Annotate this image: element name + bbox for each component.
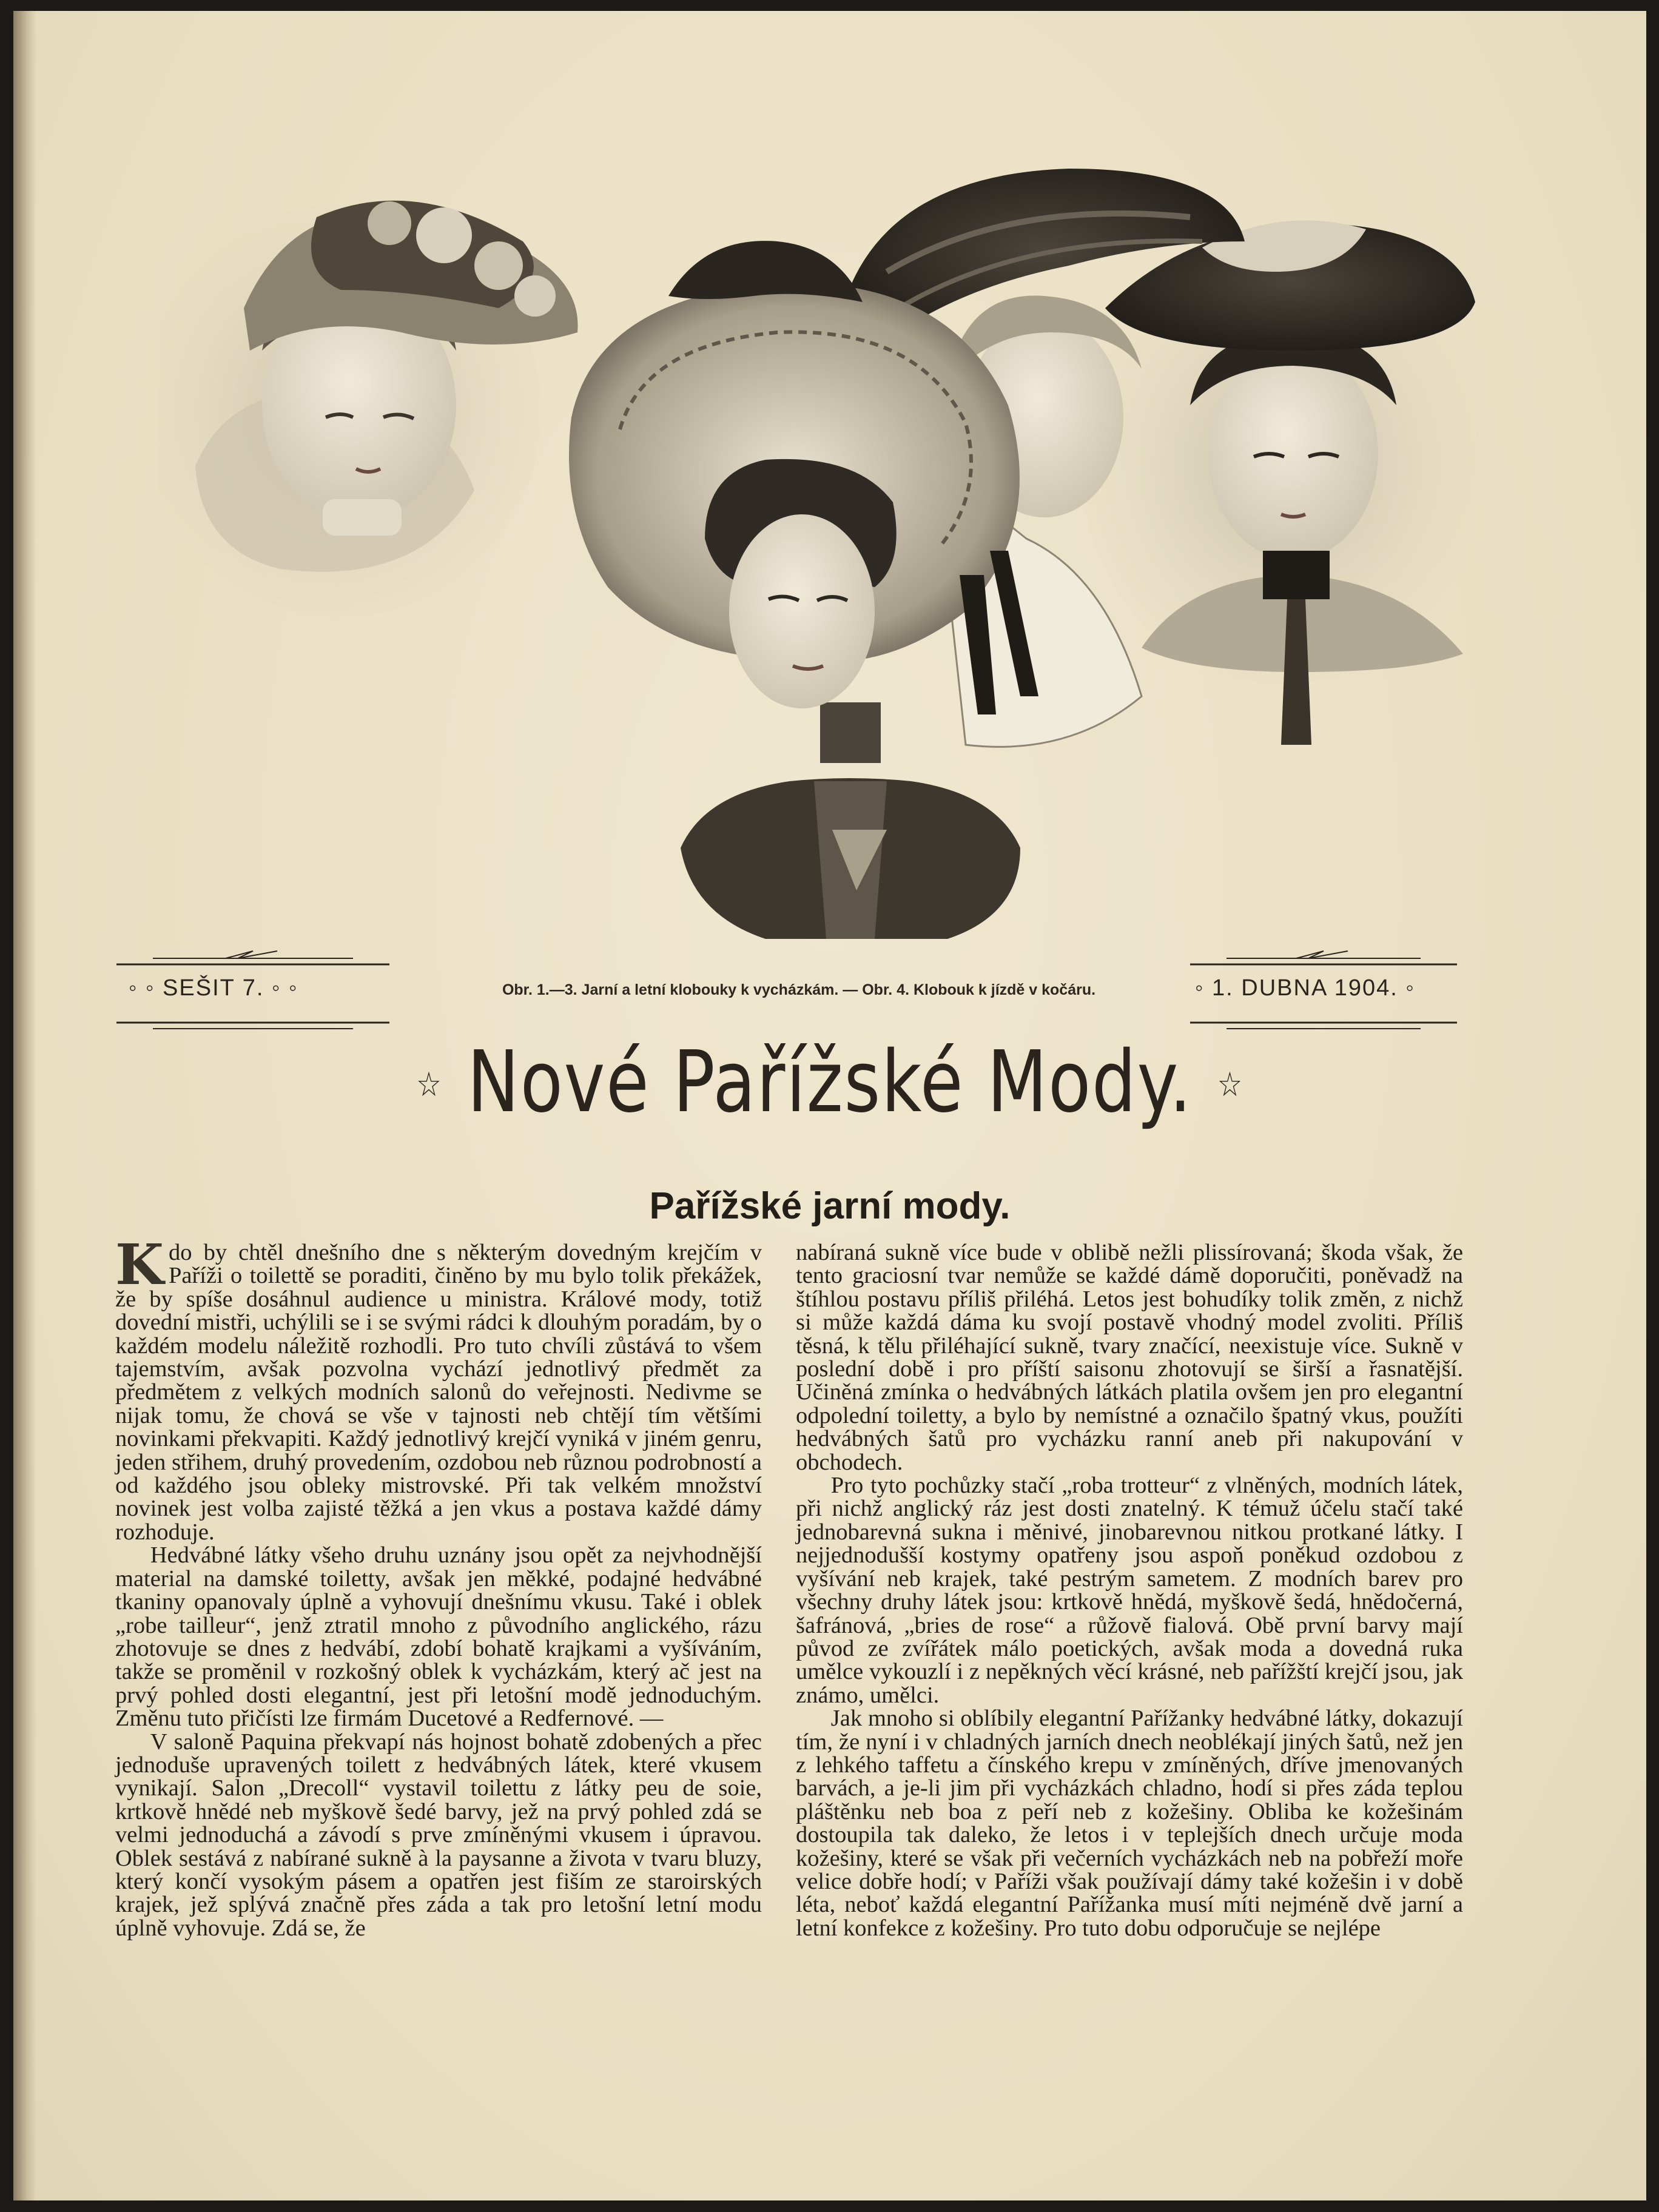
drop-cap: K [115,1232,164,1297]
issue-number: ◦ ◦ SEŠIT 7. ◦ ◦ [129,975,298,1001]
issue-date: ◦ 1. DUBNA 1904. ◦ [1195,975,1415,1001]
star-icon: ☆ [1217,1065,1243,1105]
paragraph: nabíraná sukně více bude v oblibě nežli plissírovaná; škoda však, že tento graciosní tvar nemůže se každé dámě doporučiti, poněvadž na štíhlou postavu příliš přiléhá. Letos jest bohudíky tolik změn, z nichž si může každá dáma ku svojí postavě vhodný model zvoliti. Příliš těsná, k tělu přiléhající sukně, tvary značící, neexistuje více. Sukně v poslední době i pro příští saisonu zhotovují se širší a řasnatější. Učiněná zmínka o hedvábných látkách platila ovšem jen pro elegantní odpolední toiletty, a bylo by nemístné a označilo špatný vkus, použíti hedvábných šatů pro vycházku ranní aneb při nakupování v obchodech. [796,1240,1463,1475]
paragraph: Hedvábné látky všeho druhu uznány jsou opět za nejvhodnější material na damské toiletty, avšak jen měkké, podajné hedvábné tkaniny opanovaly úplně a vyhovují dnešnímu vkusu. Také i oblek „robe tailleur“, jenž ztratil mnoho z původního anglického, rázu zhotovuje se dnes z hedvábí, zdobí bohatě krajkami a vyšíváním, takže se proměnil v rozkošný oblek k vycházkám, který ač jest na prvý pohled dosti elegantní, jest při letošní modě jednoduchým. Změnu tuto přičísti lze firmám Ducetové a Redfernové. — [115,1542,762,1732]
paragraph: V saloně Paquina překvapí nás hojnost bohatě zdobených a přec jednoduše upravených toilett z hedvábných látek, které vkusem vynikají. Salon „Drecoll“ vystavil toilettu z látky peu de soie, krtkově hnědé neb myškově šedé barvy, jež na prvý pohled zdá se velmi jednoduchá a závodí s prve zmíněnými vkusem i úpravou. Oblek sestává z nabírané sukně à la paysanne a života v tvaru bluzy, který končí vysokým pásem a opatřen jest fiším ze staroirských krajek, jež splývá značně přes záda a tak pro letošní letní modu úplně vyhovuje. Zdá se, že [115,1729,762,1941]
star-icon: ☆ [416,1065,443,1105]
article-title: Pařížské jarní mody. [649,1185,1011,1227]
magazine-page [13,11,1646,2200]
figure-2 [569,241,1038,939]
paragraph: Kdo by chtěl dnešního dne s některým dovedným krejčím v Paříži o toilettě se poraditi, činěno by mu bylo tolik překážek, že by spíše dosáhnul audience u ministra. Králové mody, totiž dovední mistři, uchýlili se i se svými rádci k dlouhým poradám, by o každém modelu náležitě rozhodli. Pro tuto chvíli zůstává to všem tajemstvím, avšak pozvolna vychází jednotlivý předmět za předmětem z velkých modních salonů do veřejnosti. Nedivme se nijak tomu, že chová se vše v tajnosti neb chtějí tím většími novinkami překvapiti. Každý jednotlivý krejčí vyniká v jiném genru, jeden střihem, druhý provedením, ozdobou neb různou podrobností a od každého jsou obleky mistrovské. Při tak velkém množství novinek jest volba zajisté těžká a jen vkus a postava každé dámy rozhoduje. [115,1232,762,1545]
illustration-caption: Obr. 1.—3. Jarní a letní klobouky k vycházkám. — Obr. 4. Klobouk k jízdě v kočáru. [502,981,1096,998]
paragraph: Pro tyto pochůzky stačí „roba trotteur“ z vlněných, modních látek, při nichž anglický ráz jest dosti znatelný. K témuž účelu stačí také jednobarevná sukna i měnivé, jinobarevnou nitkou protkané látky. I nejjednodušší kostymy opatřeny jsou aspoň poněkud ozdobou z vyšívání neb krajek, také pestrým sametem. Z modních barev pro všechny druhy látek jsou: krtkově hnědá, myškově šedá, hnědočerná, šafránová, „bries de rose“ a růžově fialová. Obě první barvy mají původ ze zvířátek málo poetických, avšak moda a dovedná ruka umělce vykouzlí i z nepěkných věcí krásné, neb pařížští krejčí jsou, jak známo, umělci. [796,1473,1463,1708]
right-column [796,1241,1463,1940]
hat-illustration [159,150,1493,939]
left-column [115,1232,762,1941]
paragraph: Jak mnoho si oblíbily elegantní Pařížanky hedvábné látky, dokazují tím, že nyní i v chladných jarních dnech neoblékají jiných šatů, než jen z lehkého taffetu a čínského krepu v zmíněných, dříve jmenovaných barvách, a je-li jim při vycházkách chladno, hodí si přes záda teplou pláštěnku neb boa z peří neb z kožešiny. Obliba ke kožešinám dostoupila tak daleko, že letos i v teplejších dnech určuje moda kožešiny, které se však při večerních vycházkách neb na pobřeží moře velice dobře hodí; v Paříži však používají dámy také kožešin i v době léta, neboť každá elegantní Pařížanka musí míti nejméně dvě jarní a letní konfekce z kožešiny. Pro tuto dobu odporučuje se nejlépe [796,1706,1463,1941]
masthead [160,1033,1499,1132]
masthead-title: Nové Pařížské Mody. [467,1033,1193,1132]
binding-shadow [13,11,36,2200]
